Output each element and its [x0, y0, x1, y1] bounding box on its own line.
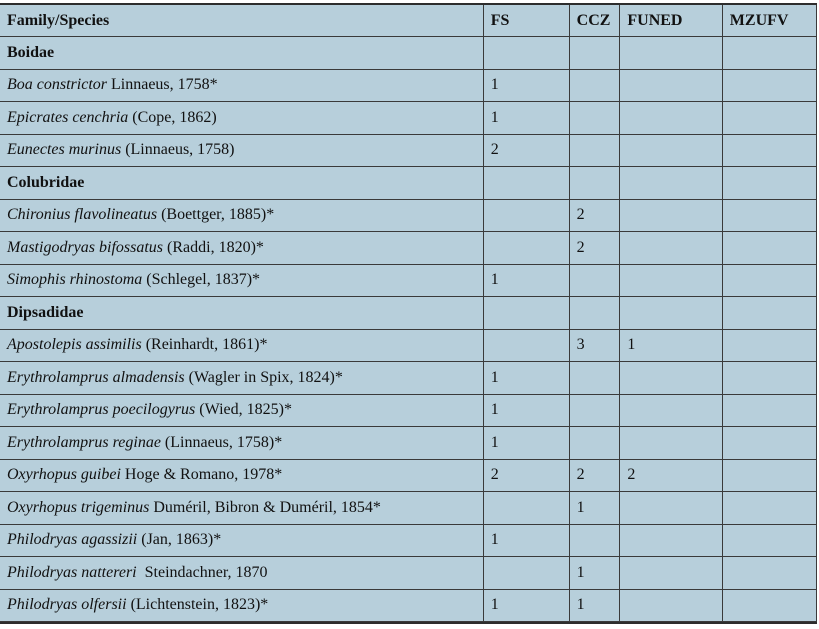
species-name: Eunectes murinus: [7, 141, 122, 159]
ccz-count: [569, 427, 620, 460]
species-row: [0, 427, 817, 460]
empty-cell: [569, 37, 620, 70]
species-cell: [0, 557, 483, 590]
funed-count: [620, 492, 722, 525]
species-row: [0, 134, 817, 167]
family-name: Boidae: [0, 37, 483, 70]
funed-count: [620, 134, 722, 167]
funed-count: [620, 557, 722, 590]
species-row: [0, 589, 817, 622]
mzufv-count: [722, 589, 816, 622]
species-row: [0, 557, 817, 590]
species-cell: [0, 492, 483, 525]
species-name: Apostolepis assimilis: [7, 336, 142, 354]
header-funed: FUNED: [620, 5, 722, 37]
funed-count: [620, 102, 722, 135]
ccz-count: 3: [569, 329, 620, 362]
funed-count: [620, 69, 722, 102]
species-authority: (Jan, 1863)*: [137, 531, 222, 549]
species-cell: [0, 589, 483, 622]
fs-count: 1: [483, 589, 569, 622]
ccz-count: 2: [569, 199, 620, 232]
ccz-count: 1: [569, 492, 620, 525]
ccz-count: 2: [569, 232, 620, 265]
empty-cell: [483, 167, 569, 200]
ccz-count: 1: [569, 589, 620, 622]
species-cell: [0, 102, 483, 135]
ccz-count: [569, 394, 620, 427]
empty-cell: [569, 297, 620, 330]
species-cell: [0, 232, 483, 265]
family-name: Dipsadidae: [0, 297, 483, 330]
species-name: Erythrolamprus almadensis: [7, 368, 185, 386]
species-cell: [0, 459, 483, 492]
species-authority: (Linnaeus, 1758): [121, 141, 235, 159]
species-cell: [0, 199, 483, 232]
species-row: [0, 199, 817, 232]
species-name: Chironius flavolineatus: [7, 206, 158, 224]
species-authority: Linnaeus, 1758*: [107, 76, 218, 94]
species-name: Oxyrhopus guibei: [7, 466, 121, 484]
funed-count: 1: [620, 329, 722, 362]
mzufv-count: [722, 394, 816, 427]
header-row: [0, 5, 817, 37]
fs-count: 1: [483, 362, 569, 395]
ccz-count: 1: [569, 557, 620, 590]
fs-count: 1: [483, 69, 569, 102]
species-authority: (Lichtenstein, 1823)*: [126, 596, 269, 614]
species-authority: (Cope, 1862): [128, 108, 217, 126]
header-family-species: Family/Species: [0, 5, 483, 37]
species-row: [0, 394, 817, 427]
family-row: [0, 167, 817, 200]
species-row: [0, 524, 817, 557]
empty-cell: [483, 37, 569, 70]
ccz-count: [569, 362, 620, 395]
mzufv-count: [722, 264, 816, 297]
family-name: Colubridae: [0, 167, 483, 200]
empty-cell: [620, 37, 722, 70]
empty-cell: [620, 167, 722, 200]
ccz-count: [569, 264, 620, 297]
mzufv-count: [722, 427, 816, 460]
fs-count: 1: [483, 264, 569, 297]
header-fs: FS: [483, 5, 569, 37]
empty-cell: [722, 297, 816, 330]
empty-cell: [620, 297, 722, 330]
mzufv-count: [722, 232, 816, 265]
species-name: Epicrates cenchria: [7, 108, 129, 126]
species-row: [0, 264, 817, 297]
fs-count: [483, 232, 569, 265]
species-row: [0, 492, 817, 525]
species-name: Erythrolamprus reginae: [7, 433, 161, 451]
species-name: Simophis rhinostoma: [7, 271, 143, 289]
species-row: [0, 69, 817, 102]
funed-count: [620, 427, 722, 460]
funed-count: [620, 264, 722, 297]
species-authority: (Schlegel, 1837)*: [142, 271, 261, 289]
species-cell: [0, 69, 483, 102]
empty-cell: [722, 37, 816, 70]
mzufv-count: [722, 362, 816, 395]
species-cell: [0, 329, 483, 362]
ccz-count: 2: [569, 459, 620, 492]
species-name: Philodryas agassizii: [7, 531, 138, 549]
species-cell: [0, 394, 483, 427]
species-row: [0, 102, 817, 135]
mzufv-count: [722, 459, 816, 492]
species-table: [0, 5, 817, 622]
mzufv-count: [722, 102, 816, 135]
species-cell: [0, 264, 483, 297]
fs-count: 1: [483, 394, 569, 427]
species-cell: [0, 362, 483, 395]
fs-count: [483, 557, 569, 590]
fs-count: [483, 199, 569, 232]
ccz-count: [569, 69, 620, 102]
species-authority: (Wagler in Spix, 1824)*: [184, 368, 343, 386]
species-row: [0, 362, 817, 395]
species-authority: (Wied, 1825)*: [195, 401, 292, 419]
funed-count: [620, 199, 722, 232]
ccz-count: [569, 102, 620, 135]
species-row: [0, 329, 817, 362]
fs-count: 2: [483, 134, 569, 167]
header-mzufv: MZUFV: [722, 5, 816, 37]
species-authority: Hoge & Romano, 1978*: [120, 466, 283, 484]
ccz-count: [569, 134, 620, 167]
species-table-container: [0, 3, 817, 624]
fs-count: 2: [483, 459, 569, 492]
mzufv-count: [722, 329, 816, 362]
species-authority: Duméril, Bibron & Duméril, 1854*: [149, 498, 381, 516]
fs-count: [483, 329, 569, 362]
funed-count: [620, 589, 722, 622]
funed-count: [620, 524, 722, 557]
table-body: [0, 37, 817, 622]
fs-count: 1: [483, 102, 569, 135]
mzufv-count: [722, 557, 816, 590]
species-cell: [0, 427, 483, 460]
species-row: [0, 459, 817, 492]
species-authority: Steindachner, 1870: [136, 563, 268, 581]
species-name: Oxyrhopus trigeminus: [7, 498, 150, 516]
fs-count: [483, 492, 569, 525]
species-cell: [0, 524, 483, 557]
funed-count: 2: [620, 459, 722, 492]
mzufv-count: [722, 134, 816, 167]
species-name: Boa constrictor: [7, 76, 107, 94]
species-cell: [0, 134, 483, 167]
species-name: Philodryas nattereri: [7, 563, 137, 581]
family-row: [0, 297, 817, 330]
species-authority: (Boettger, 1885)*: [157, 206, 275, 224]
funed-count: [620, 394, 722, 427]
mzufv-count: [722, 199, 816, 232]
ccz-count: [569, 524, 620, 557]
empty-cell: [722, 167, 816, 200]
species-name: Erythrolamprus poecilogyrus: [7, 401, 196, 419]
species-row: [0, 232, 817, 265]
species-authority: (Linnaeus, 1758)*: [160, 433, 283, 451]
species-authority: (Raddi, 1820)*: [163, 238, 264, 256]
species-name: Philodryas olfersii: [7, 596, 127, 614]
mzufv-count: [722, 69, 816, 102]
mzufv-count: [722, 524, 816, 557]
empty-cell: [483, 297, 569, 330]
header-ccz: CCZ: [569, 5, 620, 37]
species-authority: (Reinhardt, 1861)*: [141, 336, 268, 354]
funed-count: [620, 362, 722, 395]
family-row: [0, 37, 817, 70]
mzufv-count: [722, 492, 816, 525]
empty-cell: [569, 167, 620, 200]
funed-count: [620, 232, 722, 265]
fs-count: 1: [483, 427, 569, 460]
fs-count: 1: [483, 524, 569, 557]
species-name: Mastigodryas bifossatus: [7, 238, 164, 256]
